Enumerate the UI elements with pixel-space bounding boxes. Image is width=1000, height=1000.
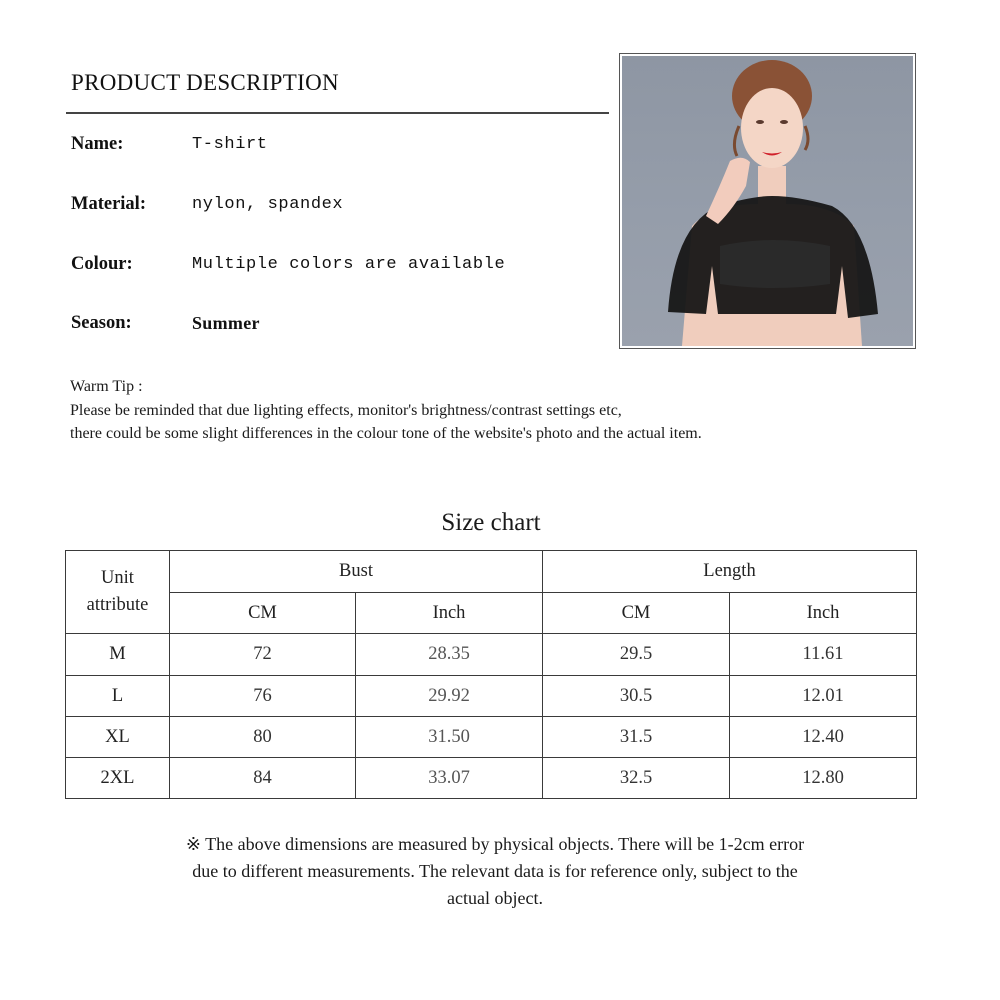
spec-value: nylon, spandex (192, 194, 344, 214)
table-header-row (66, 551, 917, 593)
length-cm-cell: 32.5 (543, 758, 730, 799)
bust-cm-cell: 72 (170, 634, 356, 676)
unit-attribute-header (66, 551, 170, 634)
spec-label: Season: (71, 312, 132, 333)
size-chart-table (65, 550, 917, 799)
length-inch-cell: 12.01 (730, 676, 917, 717)
table-row (66, 634, 917, 676)
size-cell: L (66, 676, 170, 717)
model-illustration (622, 56, 913, 346)
length-cm-cell: 29.5 (543, 634, 730, 676)
header-text: attribute (86, 595, 149, 615)
bust-inch-cell: 31.50 (356, 717, 543, 758)
length-cm-cell: 30.5 (543, 676, 730, 717)
size-cell: 2XL (66, 758, 170, 799)
length-inch-header: Inch (730, 593, 917, 634)
footnote-line: actual object. (447, 888, 543, 908)
table-row (66, 758, 917, 799)
size-cell: XL (66, 717, 170, 758)
bust-header: Bust (170, 551, 543, 593)
table-subheader-row (66, 593, 917, 634)
spec-row-name (71, 132, 268, 156)
size-cell: M (66, 634, 170, 676)
spec-row-season (71, 311, 260, 335)
table-row (66, 717, 917, 758)
spec-value: Multiple colors are available (192, 254, 506, 274)
bust-inch-cell: 28.35 (356, 634, 543, 676)
length-cm-cell: 31.5 (543, 717, 730, 758)
bust-cm-cell: 76 (170, 676, 356, 717)
measurement-footnote (80, 831, 910, 912)
header-text: Unit (101, 568, 134, 588)
length-inch-cell: 12.40 (730, 717, 917, 758)
spec-row-material (71, 192, 343, 216)
bust-cm-cell: 80 (170, 717, 356, 758)
product-description-title: PRODUCT DESCRIPTION (71, 70, 339, 95)
title-divider (66, 112, 609, 114)
warm-tip-line: there could be some slight differences in the colour tone of the website's photo and the actual item. (70, 425, 702, 442)
length-header: Length (543, 551, 917, 593)
spec-row-colour (71, 252, 505, 276)
bust-cm-cell: 84 (170, 758, 356, 799)
length-cm-header: CM (543, 593, 730, 634)
spec-label: Colour: (71, 253, 133, 274)
spec-label: Name: (71, 133, 124, 154)
bust-inch-header: Inch (356, 593, 543, 634)
size-chart-title: Size chart (441, 509, 541, 536)
spec-value: Summer (192, 312, 260, 333)
warm-tip (70, 375, 702, 446)
footnote-line: ※ The above dimensions are measured by physical objects. There will be 1-2cm error (185, 834, 805, 854)
bust-cm-header: CM (170, 593, 356, 634)
product-photo (622, 56, 913, 346)
spec-label: Material: (71, 193, 146, 214)
length-inch-cell: 12.80 (730, 758, 917, 799)
warm-tip-line: Please be reminded that due lighting effects, monitor's brightness/contrast settings etc, (70, 401, 622, 419)
bust-inch-cell: 33.07 (356, 758, 543, 799)
table-row (66, 676, 917, 717)
product-photo-frame (619, 53, 916, 349)
spec-value: T-shirt (192, 134, 268, 154)
footnote-line: due to different measurements. The relevant data is for reference only, subject to the (192, 861, 798, 881)
length-inch-cell: 11.61 (730, 634, 917, 676)
warm-tip-heading: Warm Tip : (70, 378, 143, 395)
bust-inch-cell: 29.92 (356, 676, 543, 717)
